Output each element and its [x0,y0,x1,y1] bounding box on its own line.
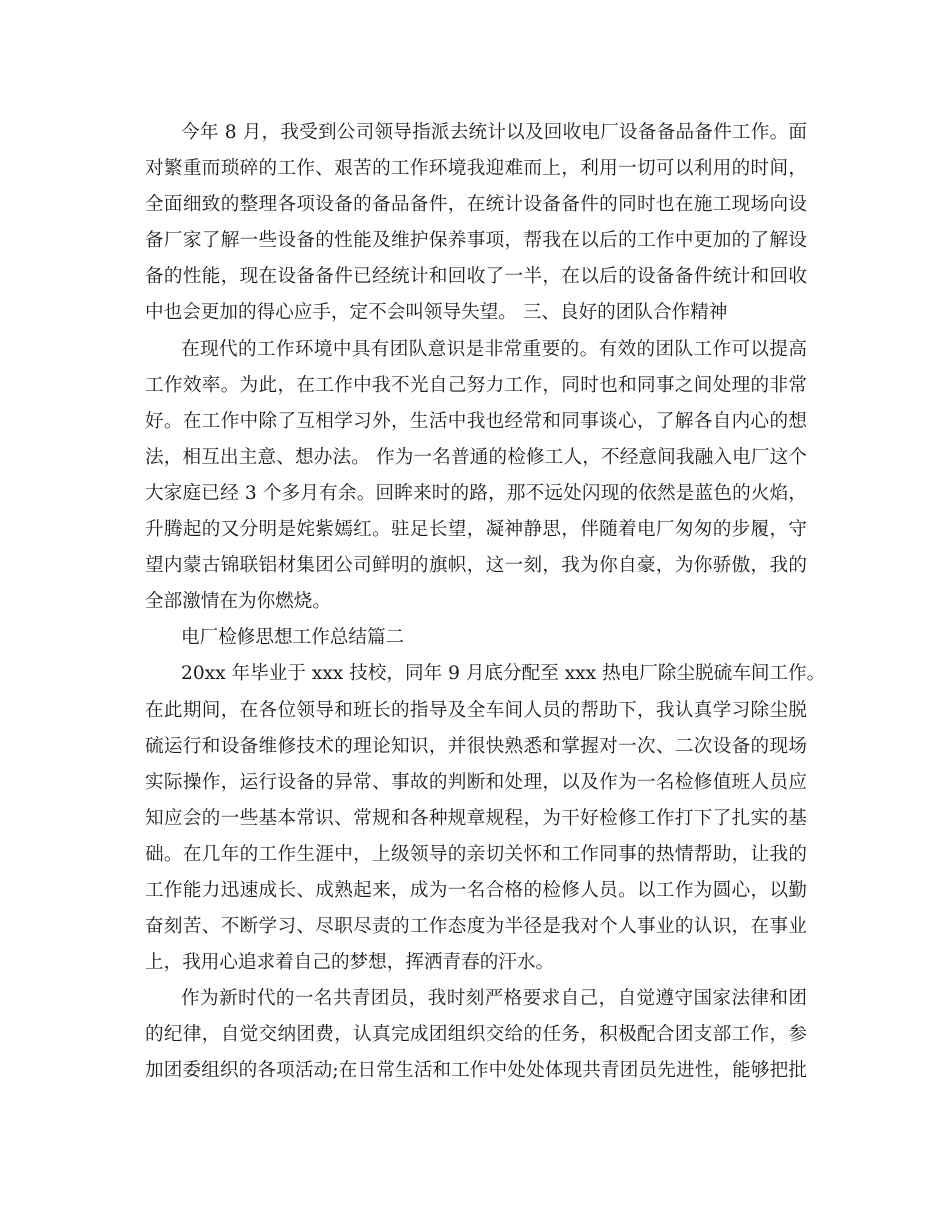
paragraph-line: 奋刻苦、不断学习、尽职尽责的工作态度为半径是我对个人事业的认识，在事业 [145,916,807,938]
section-heading: 电厂检修思想工作总结篇二 [181,627,405,649]
paragraph-line: 工作效率。为此，在工作中我不光自己努力工作，同时也和同事之间处理的非常 [145,374,807,396]
paragraph-line: 的纪律，自觉交纳团费，认真完成团组织交给的任务，积极配合团支部工作，参 [145,1024,807,1046]
paragraph-line: 中也会更加的得心应手，定不会叫领导失望。 三、良好的团队合作精神 [145,302,728,324]
paragraph-line: 工作能力迅速成长、成熟起来，成为一名合格的检修人员。以工作为圆心，以勤 [145,879,807,901]
paragraph-line: 望内蒙古锦联铝材集团公司鲜明的旗帜，这一刻，我为你自豪，为你骄傲，我的 [145,555,807,577]
paragraph-line: 实际操作，运行设备的异常、事故的判断和处理，以及作为一名检修值班人员应 [145,771,807,793]
paragraph-line: 在现代的工作环境中具有团队意识是非常重要的。有效的团队工作可以提高 [181,338,807,360]
paragraph-line: 备的性能，现在设备备件已经统计和回收了一半，在以后的设备备件统计和回收 [145,266,807,288]
paragraph-line: 升腾起的又分明是姹紫嫣红。驻足长望，凝神静思，伴随着电厂匆匆的步履，守 [145,519,807,541]
paragraph-line: 硫运行和设备维修技术的理论知识，并很快熟悉和掌握对一次、二次设备的现场 [145,735,807,757]
document-body [145,115,826,1090]
paragraph-line: 全面细致的整理各项设备的备品备件，在统计设备备件的同时也在施工现场向设 [145,194,807,216]
paragraph-line: 法，相互出主意、想办法。 作为一名普通的检修工人，不经意间我融入电厂这个 [145,446,807,468]
paragraph-line: 加团委组织的各项活动;在日常生活和工作中处处体现共青团员先进性，能够把批 [145,1060,807,1082]
paragraph-line: 在此期间，在各位领导和班长的指导及全车间人员的帮助下，我认真学习除尘脱 [145,699,807,721]
paragraph-line: 大家庭已经 3 个多月有余。回眸来时的路，那不远处闪现的依然是蓝色的火焰， [145,482,807,504]
paragraph-line: 全部激情在为你燃烧。 [145,591,331,613]
paragraph-line: 备厂家了解一些设备的性能及维护保养事项，帮我在以后的工作中更加的了解设 [145,230,807,252]
paragraph-line: 对繁重而琐碎的工作、艰苦的工作环境我迎难而上，利用一切可以利用的时间， [145,158,807,180]
paragraph-line: 今年 8 月，我受到公司领导指派去统计以及回收电厂设备备品备件工作。面 [181,122,807,143]
paragraph-line: 作为新时代的一名共青团员，我时刻严格要求自己，自觉遵守国家法律和团 [181,988,807,1010]
paragraph-line: 础。在几年的工作生涯中，上级领导的亲切关怀和工作同事的热情帮助，让我的 [145,843,807,865]
paragraph-line: 知应会的一些基本常识、常规和各种规章规程，为干好检修工作打下了扎实的基 [145,807,807,829]
paragraph-line: 好。在工作中除了互相学习外，生活中我也经常和同事谈心，了解各自内心的想 [145,410,807,432]
paragraph-line: 上，我用心追求着自己的梦想，挥洒青春的汗水。 [145,952,555,974]
paragraph-line: 20xx 年毕业于 xxx 技校，同年 9 月底分配至 xxx 热电厂除尘脱硫车间工作。 [181,663,826,685]
